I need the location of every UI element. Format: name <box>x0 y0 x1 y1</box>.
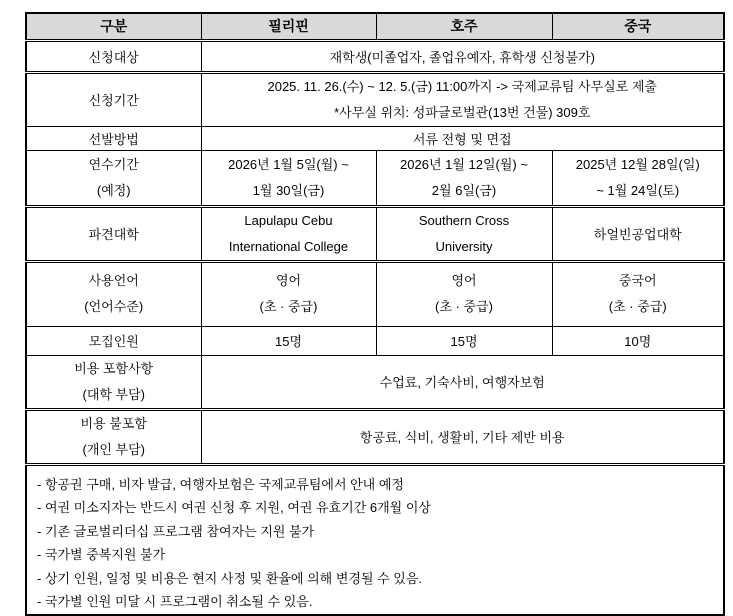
cell-capacity-china: 10명 <box>552 326 724 355</box>
note-line-3: - 기존 글로벌리더십 프로그램 참여자는 지원 불가 <box>37 523 315 539</box>
cell-capacity-australia: 15명 <box>376 326 552 355</box>
note-line-4: - 국가별 중복지원 불가 <box>37 547 166 562</box>
note-line-5: - 상기 인원, 일정 및 비용은 현지 사정 및 환율에 의해 변경될 수 있음. <box>37 570 423 586</box>
cell-language-china <box>552 261 724 326</box>
note-line-6: - 국가별 인원 미달 시 프로그램이 취소될 수 있음. <box>37 594 313 609</box>
cell-language-philippines <box>201 261 376 326</box>
table-row-training-period <box>26 150 724 206</box>
cost-excluded-label-line2: (개인 부담) <box>82 441 145 457</box>
cell-host-university-philippines <box>201 206 376 261</box>
host-university-au-line1: Southern Cross <box>418 212 510 228</box>
apply-period-line1: 2025. 11. 26.(수) ~ 12. 5.(금) 11:00까지 -> 국제교류팀 사무실로 제출 <box>267 78 657 94</box>
col-header-australia: 호주 <box>376 13 552 40</box>
table-row-language <box>26 261 724 326</box>
language-label-line2: (언어수준) <box>84 299 144 314</box>
host-university-ph-line1: Lapulapu Cebu <box>244 212 333 228</box>
training-period-au-line2: 2월 6일(금) <box>431 182 497 198</box>
row-label-capacity: 모집인원 <box>26 326 201 355</box>
table-row-capacity <box>26 326 724 355</box>
row-label-language <box>26 261 201 326</box>
cell-cost-included-value: 수업료, 기숙사비, 여행자보험 <box>201 355 724 409</box>
cell-language-australia <box>376 261 552 326</box>
notes-cell <box>26 464 724 615</box>
language-label-line1: 사용언어 <box>88 273 139 288</box>
cost-excluded-label-line1: 비용 불포함 <box>80 415 147 431</box>
cost-included-label-line2: (대학 부담) <box>82 386 145 402</box>
note-line-1: - 항공권 구매, 비자 발급, 여행자보험은 국제교류팀에서 안내 예정 <box>37 476 404 492</box>
cell-host-university-china: 하얼빈공업대학 <box>552 206 724 261</box>
row-label-apply-target: 신청대상 <box>26 40 201 72</box>
table-row-cost-excluded <box>26 409 724 464</box>
language-ph-line2: (초 · 중급) <box>259 299 318 314</box>
training-period-cn-line2: ~ 1월 24일(토) <box>596 182 680 198</box>
program-info-table <box>25 12 725 616</box>
table-row-apply-target <box>26 40 724 72</box>
row-label-cost-excluded <box>26 409 201 464</box>
language-ph-line1: 영어 <box>275 273 302 288</box>
row-label-training-period <box>26 150 201 206</box>
note-line-2: - 여권 미소지자는 반드시 여권 신청 후 지원, 여권 유효기간 6개월 이상 <box>37 500 431 515</box>
row-label-host-university: 파견대학 <box>26 206 201 261</box>
table-header-row <box>26 13 724 40</box>
language-cn-line1: 중국어 <box>618 273 657 288</box>
table-row-cost-included <box>26 355 724 409</box>
col-header-category: 구분 <box>26 13 201 40</box>
table-row-selection-method <box>26 126 724 150</box>
apply-period-line2: *사무실 위치: 성파글로벌관(13번 건물) 309호 <box>334 104 591 120</box>
training-period-label-line1: 연수기간 <box>88 156 139 172</box>
row-label-apply-period: 신청기간 <box>26 72 201 126</box>
training-period-label-line2: (예정) <box>96 182 131 198</box>
language-cn-line2: (초 · 중급) <box>608 299 667 314</box>
language-au-line2: (초 · 중급) <box>435 299 493 314</box>
table-row-apply-period <box>26 72 724 126</box>
table-row-notes <box>26 464 724 615</box>
cost-included-label-line1: 비용 포함사항 <box>74 360 154 376</box>
cell-training-period-australia <box>376 150 552 206</box>
cell-selection-method-value: 서류 전형 및 면접 <box>201 126 724 150</box>
host-university-ph-line2: International College <box>228 238 349 254</box>
cell-training-period-china <box>552 150 724 206</box>
table-row-host-university <box>26 206 724 261</box>
cell-capacity-philippines: 15명 <box>201 326 376 355</box>
col-header-philippines: 필리핀 <box>201 13 376 40</box>
language-au-line1: 영어 <box>451 273 477 288</box>
row-label-selection-method: 선발방법 <box>26 126 201 150</box>
training-period-cn-line1: 2025년 12월 28일(일) <box>575 156 700 172</box>
training-period-ph-line2: 1월 30일(금) <box>252 182 325 198</box>
host-university-au-line2: University <box>435 238 493 254</box>
cell-apply-target-value: 재학생(미졸업자, 졸업유예자, 휴학생 신청불가) <box>201 40 724 72</box>
row-label-cost-included <box>26 355 201 409</box>
col-header-china: 중국 <box>552 13 724 40</box>
training-period-ph-line1: 2026년 1월 5일(월) ~ <box>228 156 349 172</box>
cell-training-period-philippines <box>201 150 376 206</box>
training-period-au-line1: 2026년 1월 12일(월) ~ <box>400 156 528 172</box>
cell-apply-period-value <box>201 72 724 126</box>
cell-cost-excluded-value: 항공료, 식비, 생활비, 기타 제반 비용 <box>201 409 724 464</box>
cell-host-university-australia <box>376 206 552 261</box>
